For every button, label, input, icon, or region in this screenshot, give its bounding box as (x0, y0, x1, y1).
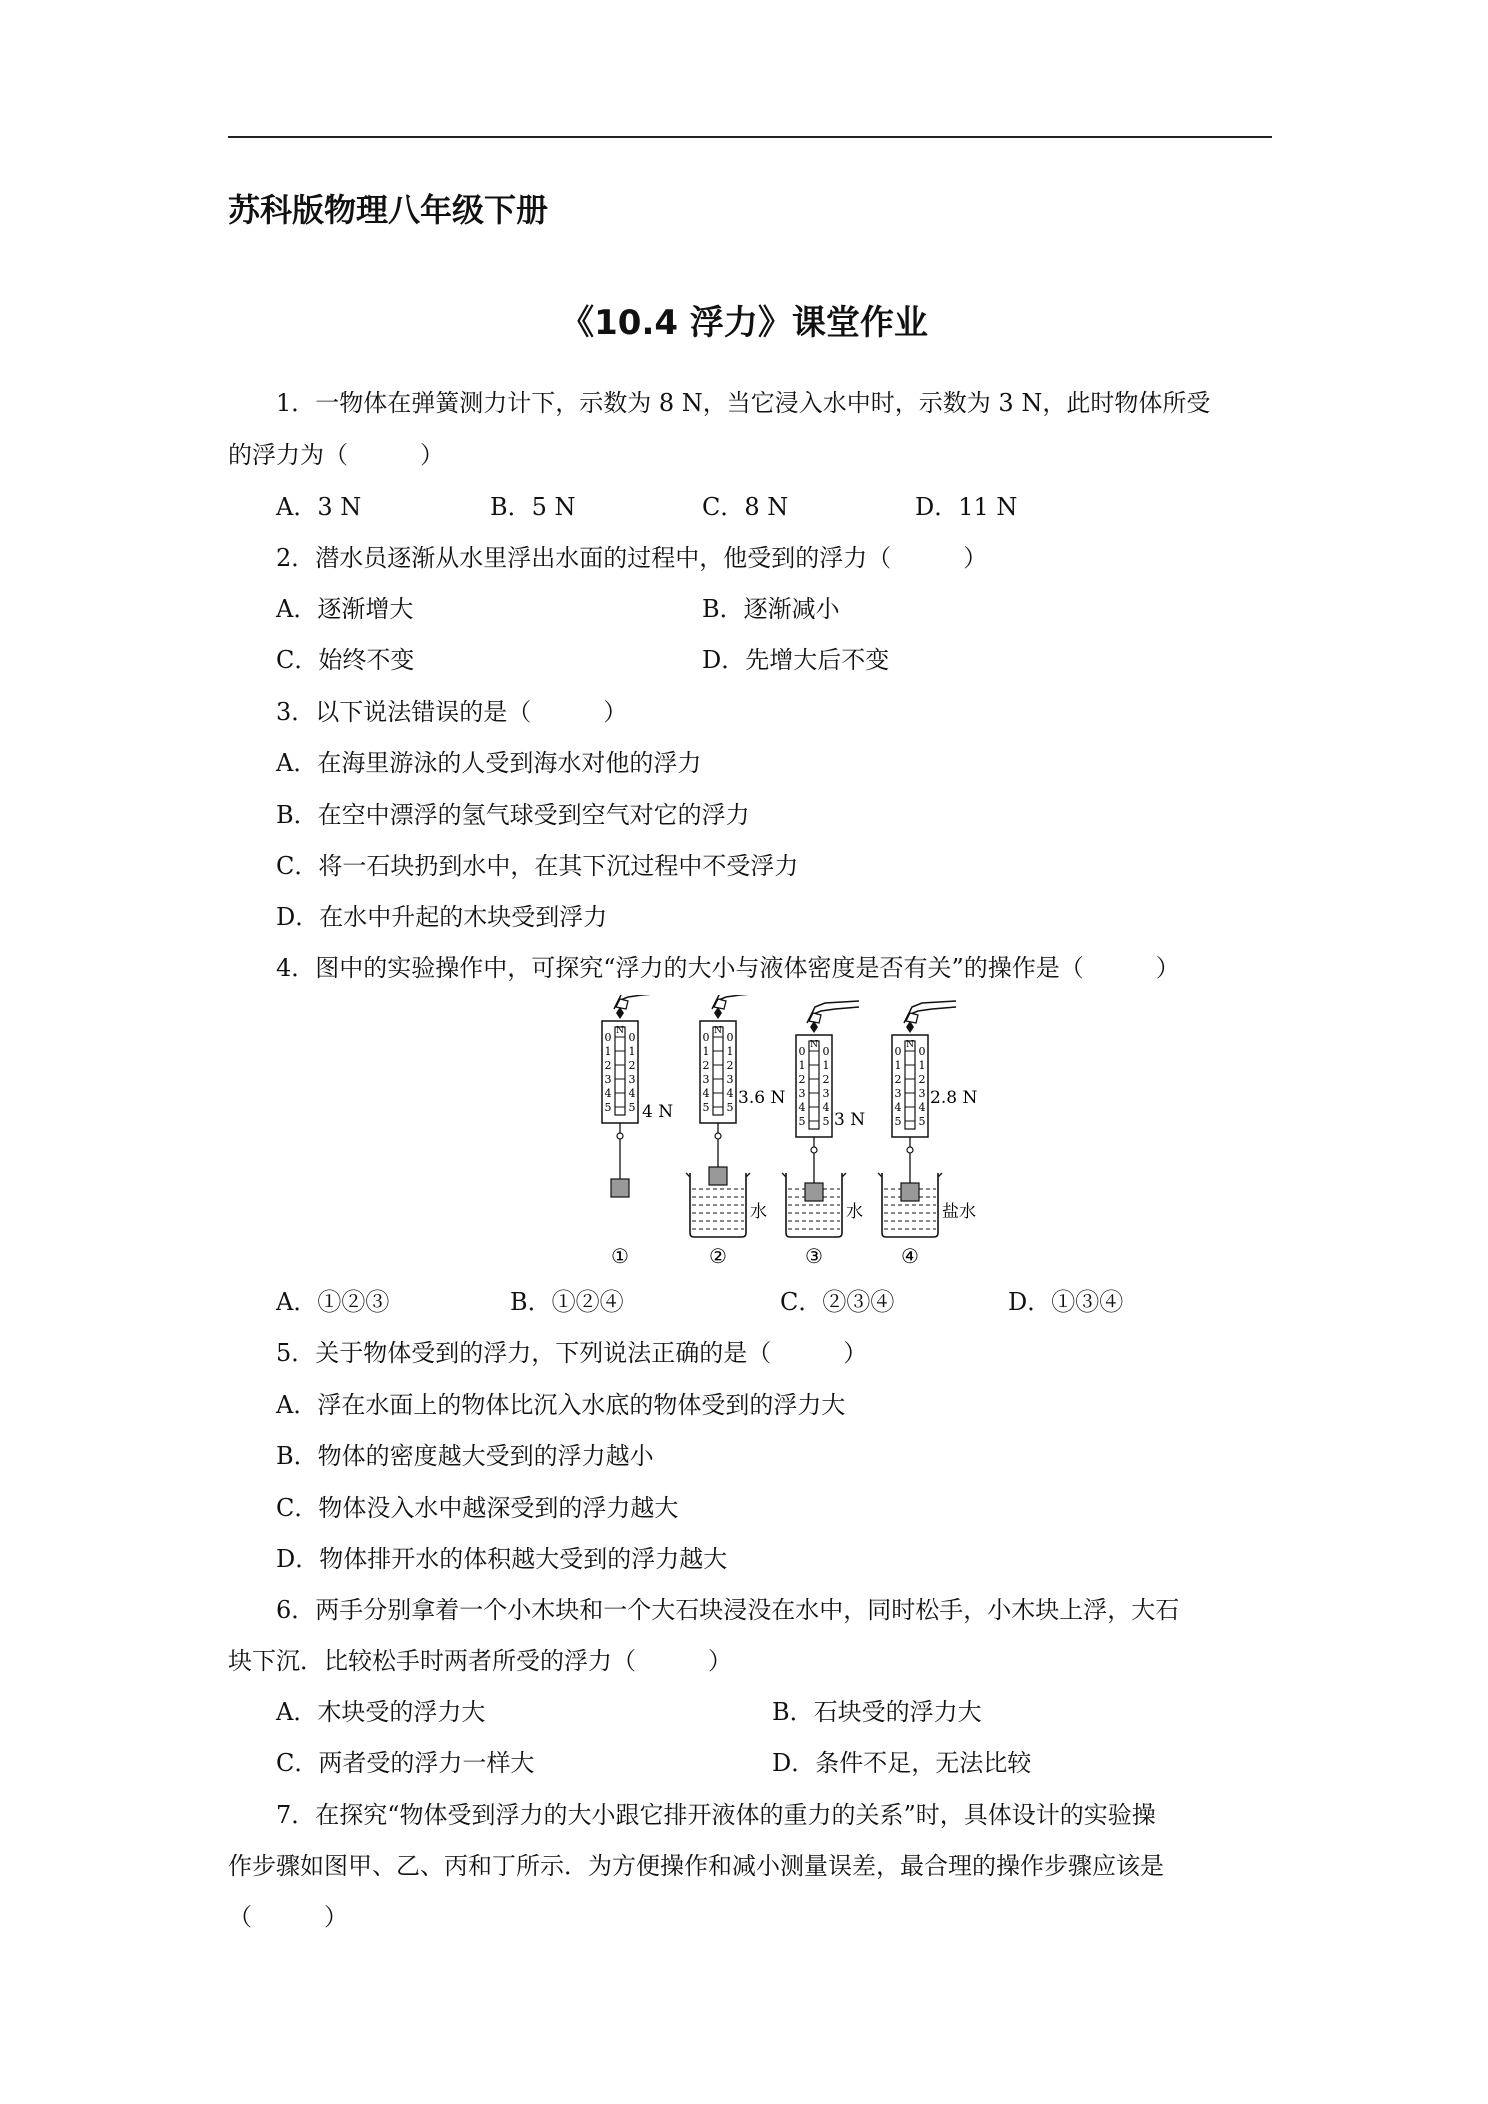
scale-tick-label: 4 (918, 1101, 926, 1114)
step-label-1: ① (611, 1244, 629, 1268)
scale-tick-label: 2 (726, 1059, 734, 1072)
scale-tick-label: 2 (702, 1059, 710, 1072)
scale-tick-label: 4 (822, 1101, 830, 1114)
scale-tick-label: 3 (822, 1087, 830, 1100)
scale-tick-label: 5 (894, 1115, 902, 1128)
q6-option-b: B．石块受的浮力大 (772, 1698, 982, 1726)
scale-tick-label: 0 (726, 1031, 734, 1044)
scale-tick-label: 2 (894, 1073, 902, 1086)
q3-option-c: C．将一石块扔到水中，在其下沉过程中不受浮力 (276, 852, 799, 880)
scale-tick-label: 0 (918, 1045, 926, 1058)
scale-tick-label: 1 (894, 1059, 902, 1072)
scale-tick-label: 3 (726, 1073, 734, 1086)
q6-option-a: A．木块受的浮力大 (276, 1698, 486, 1726)
scale-tick-label: 5 (798, 1115, 806, 1128)
liquid-label-3: 水 (846, 1202, 863, 1222)
reading-1: 4 N (642, 1102, 674, 1122)
scale-unit: N (906, 1040, 914, 1050)
q7-stem-line3: （ ） (228, 1903, 348, 1931)
q4-option-c: C．②③④ (780, 1288, 895, 1316)
scale-tick-label: 0 (604, 1031, 612, 1044)
scale-tick-label: 1 (628, 1045, 636, 1058)
step-label-4: ④ (901, 1244, 919, 1268)
scale-tick-label: 2 (822, 1073, 830, 1086)
q5-option-d: D．物体排开水的体积越大受到的浮力越大 (276, 1545, 728, 1573)
q6-option-d: D．条件不足，无法比较 (772, 1749, 1032, 1777)
reading-4: 2.8 N (930, 1088, 978, 1108)
liquid-label-4: 盐水 (942, 1202, 976, 1222)
header-rule (228, 136, 1272, 138)
q5-option-c: C．物体没入水中越深受到的浮力越大 (276, 1494, 679, 1522)
q2-option-b: B．逐渐减小 (702, 595, 840, 623)
scale-tick-label: 1 (604, 1045, 612, 1058)
q1-option-a: A．3 N (276, 493, 362, 521)
scale-tick-label: 5 (628, 1101, 636, 1114)
q2-option-a: A．逐渐增大 (276, 595, 414, 623)
scale-tick-label: 2 (918, 1073, 926, 1086)
scale-tick-label: 3 (604, 1073, 612, 1086)
spring-scale-figure (590, 995, 980, 1280)
q4-stem: 4．图中的实验操作中，可探究“浮力的大小与液体密度是否有关”的操作是（ ） (276, 954, 1180, 982)
scale-tick-label: 0 (798, 1045, 806, 1058)
scale-tick-label: 3 (894, 1087, 902, 1100)
q2-option-d: D．先增大后不变 (702, 646, 890, 674)
scale-tick-label: 2 (798, 1073, 806, 1086)
scale-tick-label: 4 (604, 1087, 612, 1100)
scale-unit: N (616, 1026, 624, 1036)
subject-header: 苏科版物理八年级下册 (228, 191, 549, 229)
q3-stem: 3．以下说法错误的是（ ） (276, 698, 628, 726)
q4-option-a: A．①②③ (276, 1288, 390, 1316)
scale-tick-label: 1 (822, 1059, 830, 1072)
scale-tick-label: 0 (822, 1045, 830, 1058)
q6-option-c: C．两者受的浮力一样大 (276, 1749, 535, 1777)
q1-stem-line1: 1．一物体在弹簧测力计下，示数为 8 N，当它浸入水中时，示数为 3 N，此时物体所受 (276, 389, 1211, 417)
q7-stem-line2: 作步骤如图甲、乙、丙和丁所示．为方便操作和减小测量误差，最合理的操作步骤应该是 (228, 1852, 1164, 1880)
q1-option-c: C．8 N (702, 493, 789, 521)
scale-unit: N (810, 1040, 818, 1050)
scale-tick-label: 4 (894, 1101, 902, 1114)
scale-tick-label: 5 (604, 1101, 612, 1114)
scale-tick-label: 4 (702, 1087, 710, 1100)
scale-tick-label: 3 (918, 1087, 926, 1100)
q6-stem-line1: 6．两手分别拿着一个小木块和一个大石块浸没在水中，同时松手，小木块上浮，大石 (276, 1596, 1180, 1624)
reading-2: 3.6 N (738, 1088, 786, 1108)
page-title: 《10.4 浮力》课堂作业 (560, 303, 928, 343)
scale-tick-label: 0 (894, 1045, 902, 1058)
q2-option-c: C．始终不变 (276, 646, 415, 674)
q5-option-a: A．浮在水面上的物体比沉入水底的物体受到的浮力大 (276, 1391, 846, 1419)
liquid-label-2: 水 (750, 1202, 767, 1222)
q4-option-b: B．①②④ (510, 1288, 624, 1316)
scale-tick-label: 5 (726, 1101, 734, 1114)
scale-tick-label: 3 (702, 1073, 710, 1086)
scale-tick-label: 2 (604, 1059, 612, 1072)
scale-tick-label: 1 (726, 1045, 734, 1058)
scale-tick-label: 0 (628, 1031, 636, 1044)
q6-stem-line2: 块下沉．比较松手时两者所受的浮力（ ） (228, 1647, 732, 1675)
q5-option-b: B．物体的密度越大受到的浮力越小 (276, 1442, 654, 1470)
scale-tick-label: 1 (798, 1059, 806, 1072)
scale-tick-label: 4 (798, 1101, 806, 1114)
scale-tick-label: 5 (918, 1115, 926, 1128)
scale-tick-label: 0 (702, 1031, 710, 1044)
q1-option-b: B．5 N (490, 493, 576, 521)
q3-option-b: B．在空中漂浮的氢气球受到空气对它的浮力 (276, 801, 750, 829)
q1-stem-line2: 的浮力为（ ） (228, 441, 444, 469)
scale-tick-label: 2 (628, 1059, 636, 1072)
scale-tick-label: 5 (702, 1101, 710, 1114)
q3-option-d: D．在水中升起的木块受到浮力 (276, 903, 608, 931)
q3-option-a: A．在海里游泳的人受到海水对他的浮力 (276, 749, 702, 777)
q5-stem: 5．关于物体受到的浮力，下列说法正确的是（ ） (276, 1339, 868, 1367)
scale-tick-label: 1 (702, 1045, 710, 1058)
q4-option-d: D．①③④ (1008, 1288, 1124, 1316)
scale-tick-label: 3 (628, 1073, 636, 1086)
q1-option-d: D．11 N (915, 493, 1018, 521)
scale-tick-label: 5 (822, 1115, 830, 1128)
q2-stem: 2．潜水员逐渐从水里浮出水面的过程中，他受到的浮力（ ） (276, 544, 988, 572)
scale-tick-label: 4 (628, 1087, 636, 1100)
step-label-2: ② (709, 1244, 727, 1268)
reading-3: 3 N (834, 1110, 866, 1130)
scale-tick-label: 1 (918, 1059, 926, 1072)
scale-tick-label: 4 (726, 1087, 734, 1100)
scale-tick-label: 3 (798, 1087, 806, 1100)
scale-unit: N (714, 1026, 722, 1036)
q7-stem-line1: 7．在探究“物体受到浮力的大小跟它排开液体的重力的关系”时，具体设计的实验操 (276, 1801, 1156, 1829)
step-label-3: ③ (805, 1244, 823, 1268)
